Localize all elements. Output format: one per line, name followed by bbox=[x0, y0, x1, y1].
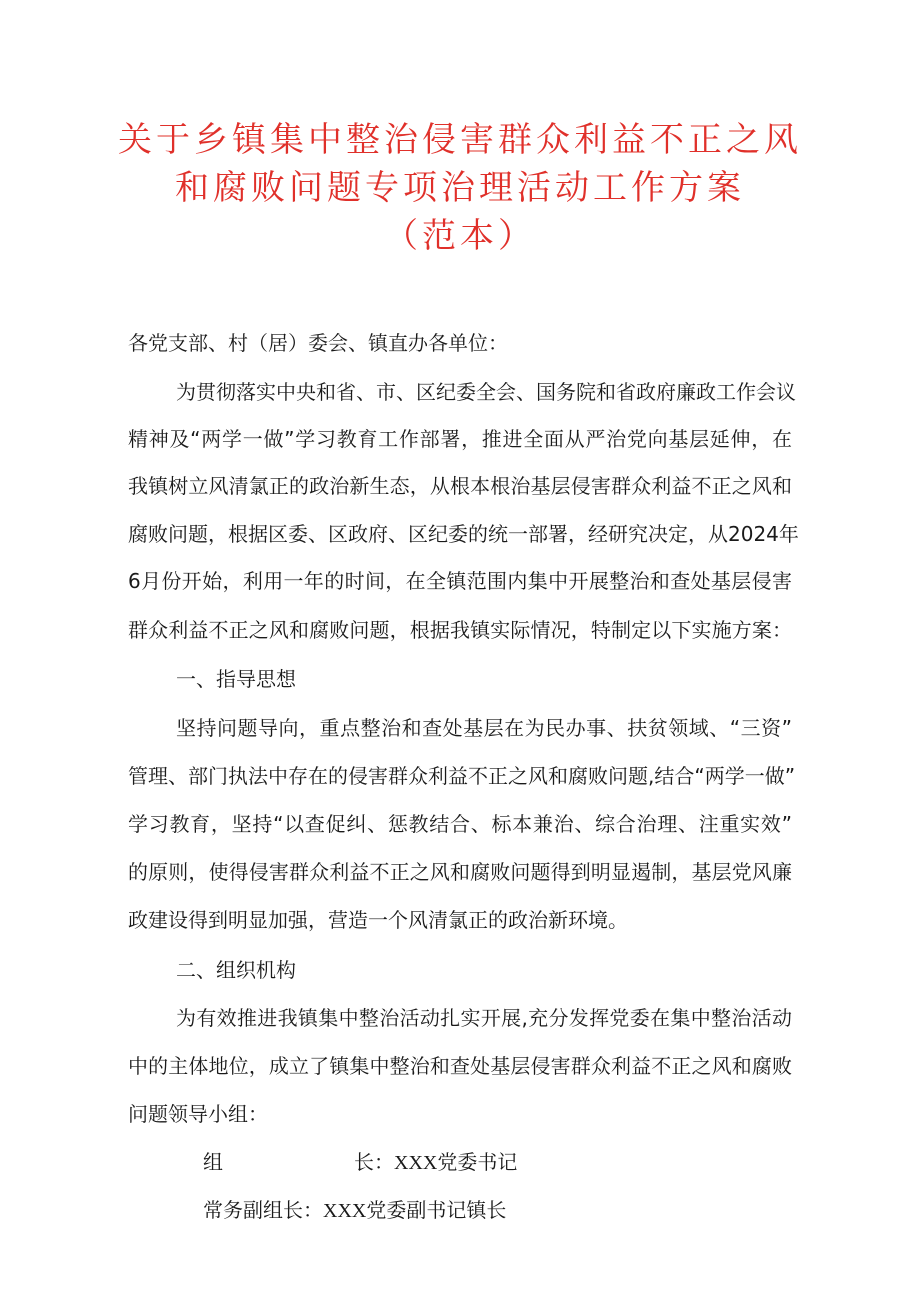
section1-line: 学习教育，坚持“以查促纠、惩教结合、标本兼治、综合治理、注重实效” bbox=[128, 812, 792, 836]
member-role-leader-part-2: 长： bbox=[354, 1150, 394, 1174]
intro-line: 为贯彻落实中央和省、市、区纪委全会、国务院和省政府廉政工作会议 bbox=[176, 380, 796, 404]
salutation: 各党支部、村（居）委会、镇直办各单位： bbox=[128, 331, 508, 355]
member-name: XXX bbox=[394, 1152, 438, 1174]
member-name: XXX bbox=[323, 1200, 367, 1222]
member-row-leader bbox=[354, 1148, 517, 1177]
intro-line: 腐败问题，根据区委、区政府、区纪委的统一部署，经研究决定，从2024年 bbox=[128, 522, 799, 546]
member-role: 常务副组长： bbox=[203, 1198, 323, 1222]
section1-line: 的原则，使得侵害群众利益不正之风和腐败问题得到明显遏制，基层党风廉 bbox=[128, 860, 792, 884]
section1-line: 政建设得到明显加强，营造一个风清氯正的政治新环境。 bbox=[128, 908, 628, 932]
section-heading-guiding-ideology: 一、指导思想 bbox=[176, 667, 296, 691]
intro-line: 6月份开始，利用一年的时间，在全镇范围内集中开展整治和查处基层侵害 bbox=[128, 569, 792, 593]
member-title: 党委书记 bbox=[437, 1150, 518, 1174]
intro-line: 精神及“两学一做”学习教育工作部署，推进全面从严治党向基层延伸，在 bbox=[128, 427, 792, 451]
section1-line: 管理、部门执法中存在的侵害群众利益不正之风和腐败问题,结合“两学一做” bbox=[128, 764, 796, 788]
section1-line: 坚持问题导向，重点整治和查处基层在为民办事、扶贫领域、“三资” bbox=[176, 716, 792, 740]
intro-line: 群众利益不正之风和腐败问题，根据我镇实际情况，特制定以下实施方案： bbox=[128, 618, 792, 642]
member-role-leader-part-1: 组 bbox=[203, 1150, 223, 1174]
intro-line: 我镇树立风清氯正的政治新生态，从根本根治基层侵害群众利益不正之风和 bbox=[128, 474, 792, 498]
section2-line: 中的主体地位，成立了镇集中整治和查处基层侵害群众利益不正之风和腐败 bbox=[128, 1054, 792, 1078]
document-title-line-1: 关于乡镇集中整治侵害群众利益不正之风 bbox=[118, 120, 802, 160]
document-title-line-3: （范本） bbox=[384, 216, 536, 256]
member-title: 党委副书记镇长 bbox=[366, 1198, 507, 1222]
section-heading-organization: 二、组织机构 bbox=[176, 958, 296, 982]
document-title-line-2: 和腐败问题专项治理活动工作方案 bbox=[175, 168, 745, 208]
section2-line: 为有效推进我镇集中整治活动扎实开展,充分发挥党委在集中整治活动 bbox=[176, 1006, 792, 1030]
member-row-executive-deputy bbox=[203, 1196, 506, 1225]
section2-line: 问题领导小组： bbox=[128, 1102, 268, 1126]
